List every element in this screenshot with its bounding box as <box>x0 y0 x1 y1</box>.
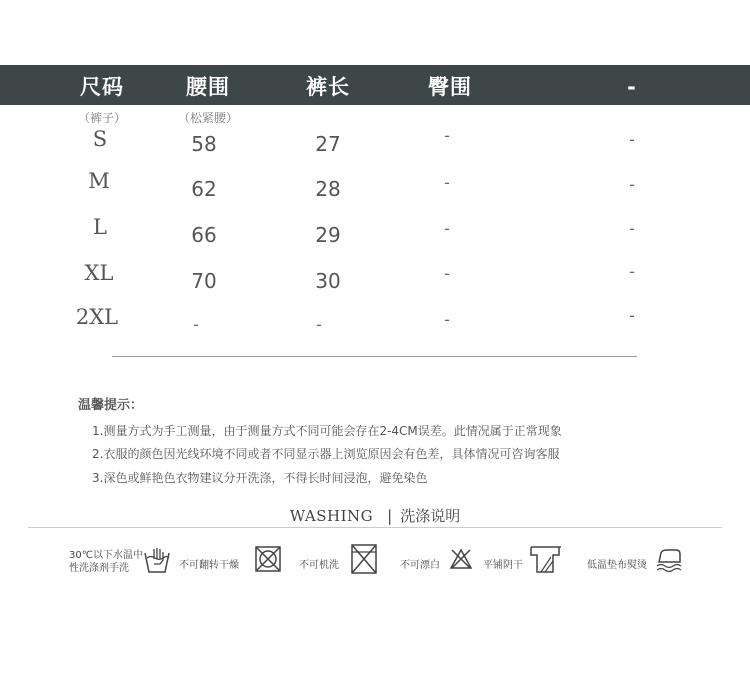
cell-extra: - <box>629 130 635 149</box>
cell-size: XL <box>84 261 114 285</box>
care-label-no-machine-wash: 不可机洗 <box>299 560 339 571</box>
low-iron-icon <box>655 548 683 572</box>
hand-wash-icon <box>142 545 172 575</box>
washing-title-cn: 洗涤说明 <box>400 507 461 525</box>
cell-hip: - <box>444 264 450 283</box>
tip-item: 3.深色或鲜艳色衣物建议分开洗涤，不得长时间浸泡，避免染色 <box>92 471 428 485</box>
cell-length: 30 <box>315 269 341 293</box>
subheader-size: （裤子） <box>77 111 127 125</box>
cell-hip: - <box>444 173 450 192</box>
care-label-no-tumble-dry: 不可翻转干燥 <box>179 560 239 571</box>
washing-divider <box>28 527 722 528</box>
header-waist: 腰围 <box>186 75 230 99</box>
no-tumble-dry-icon <box>254 545 282 573</box>
cell-hip: - <box>444 126 450 145</box>
cell-waist: 66 <box>191 223 217 247</box>
cell-length: 28 <box>315 177 341 201</box>
header-length: 裤长 <box>306 75 350 99</box>
no-machine-wash-icon <box>350 543 378 575</box>
washing-title-en: WASHING <box>289 507 374 525</box>
tip-item: 1.测量方式为手工测量，由于测量方式不同可能会存在2-4CM误差。此情况属于正常现象 <box>92 424 562 438</box>
table-divider <box>112 356 637 357</box>
no-bleach-icon <box>449 548 473 570</box>
care-label-hand-wash: 30℃以下水温中 性洗涤剂手洗 <box>69 550 143 574</box>
cell-size: 2XL <box>75 305 119 329</box>
cell-waist: 58 <box>191 132 217 156</box>
cell-length: 27 <box>315 132 341 156</box>
tip-item: 2.衣服的颜色因光线环境不同或者不同显示器上浏览原因会有色差，具体情况可咨询客服 <box>92 447 560 461</box>
header-size: 尺码 <box>80 75 124 99</box>
care-label-no-bleach: 不可漂白 <box>400 560 440 571</box>
subheader-waist: （松紧腰） <box>177 111 239 125</box>
cell-waist: 70 <box>191 269 217 293</box>
cell-waist: 62 <box>191 177 217 201</box>
washing-title <box>0 505 750 526</box>
cell-extra: - <box>629 262 635 281</box>
cell-length: - <box>316 315 322 334</box>
cell-extra: - <box>629 306 635 325</box>
cell-hip: - <box>444 219 450 238</box>
cell-size: M <box>88 169 110 193</box>
cell-waist: - <box>193 315 199 334</box>
size-table-header <box>0 65 750 105</box>
header-extra: - <box>627 75 637 99</box>
flat-dry-shade-icon <box>529 545 563 575</box>
cell-extra: - <box>629 219 635 238</box>
cell-hip: - <box>444 310 450 329</box>
cell-size: L <box>93 215 107 239</box>
cell-length: 29 <box>315 223 341 247</box>
care-label-low-iron: 低温垫布熨烫 <box>587 560 647 571</box>
cell-extra: - <box>629 175 635 194</box>
care-label-flat-dry-shade: 平铺阴干 <box>483 560 523 571</box>
tips-title: 温馨提示： <box>78 398 144 413</box>
washing-title-separator: | <box>387 507 393 525</box>
cell-size: S <box>92 127 108 151</box>
header-hip: 臀围 <box>428 75 472 99</box>
